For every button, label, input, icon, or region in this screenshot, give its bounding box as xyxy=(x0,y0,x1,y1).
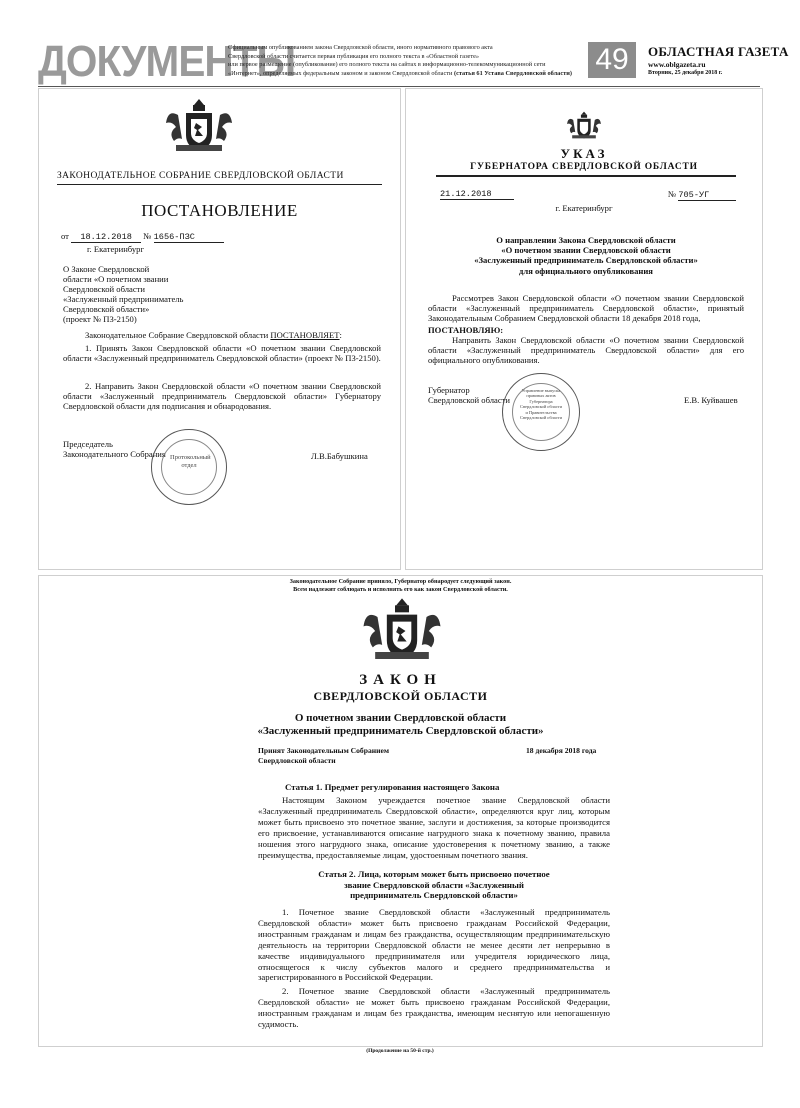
note-line: «Интернет», определяемых федеральным законом и законом Свердловской области (статья 61 Устава Свердловской области) xyxy=(228,69,572,77)
law-document xyxy=(38,575,763,1047)
city: г. Екатеринбург xyxy=(87,244,144,254)
decree-number-row: № 705-УГ xyxy=(668,189,736,201)
decree-document xyxy=(405,88,763,570)
chair-title: Председатель Законодательного Собрания xyxy=(63,439,166,460)
resolution-document xyxy=(38,88,401,570)
publication-note xyxy=(228,44,584,78)
article-2-paragraph-2: 2. Почетное звание Свердловской области «Заслуженный предприниматель Свердловской области» не может быть присвоено гражданам Российской Федерации, иностранным гражданам и лицам без гражданства, имеющим неснятую или непогашенную судимость. xyxy=(258,986,610,1029)
decree-number: 705-УГ xyxy=(678,190,736,201)
resolution-number: 1656-ПЗС xyxy=(154,232,224,243)
law-intro: Законодательное Собрание приняло, Губернатор обнародует следующий закон. Всем надлежит соблюдать и исполнять его как закон Свердловской области. xyxy=(289,578,512,593)
coat-of-arms-icon xyxy=(164,97,234,157)
continuation-note: (Продолжение на 50-й стр.) xyxy=(366,1048,434,1054)
resolution-date: 18.12.2018 xyxy=(71,232,141,243)
subject-block: О Законе Свердловской области «О почетном звании Свердловской области «Заслуженный предприниматель Свердловской области» (проект № ПЗ-2150) xyxy=(63,264,184,324)
issue-date: Вторник, 25 декабря 2018 г. xyxy=(648,70,723,76)
document-date-row: от 18.12.2018 № 1656-ПЗС xyxy=(61,231,224,243)
newspaper-name: ОБЛАСТНАЯ ГАЗЕТА xyxy=(648,44,789,59)
chair-name: Л.В.Бабушкина xyxy=(311,451,368,461)
stamp-text: Управление выпуска правовых актов Губернатора Свердловской области и Правительства Свердловской области xyxy=(520,388,562,421)
article-1-text: Настоящим Законом учреждается почетное звание Свердловской области «Заслуженный предприниматель Свердловской области», определяются круг лиц, которым может быть присвоено это почетное звание, заслуги и достижения, за которые производится его присвоение, устанавливаются описание нагрудного знака к почетному званию, правила ношения этого нагрудного знака, описание удостоверения к почетному званию, а также преимущества, предоставляемые лицам, удостоенным почетного звания. xyxy=(258,795,610,860)
signer-title: Губернатор Свердловской области xyxy=(428,385,511,406)
assembly-name: ЗАКОНОДАТЕЛЬНОЕ СОБРАНИЕ СВЕРДЛОВСКОЙ ОБЛАСТИ xyxy=(57,171,344,181)
document-title: ПОСТАНОВЛЕНИЕ xyxy=(141,201,298,220)
article-2-title: Статья 2. Лица, которым может быть присвоено почетное звание Свердловской области «Заслуженный предприниматель Свердловской области» xyxy=(318,869,550,900)
law-region: СВЕРДЛОВСКОЙ ОБЛАСТИ xyxy=(313,689,488,703)
page-number: 49 xyxy=(588,42,636,78)
header-divider xyxy=(38,86,760,87)
city: г. Екатеринбург xyxy=(555,203,613,213)
note-line: Свердловской области считается первая публикация его полного текста в «Областной газете» xyxy=(228,52,480,60)
law-title: ЗАКОН xyxy=(359,672,442,688)
decree-word: ПОСТАНОВЛЯЮ: xyxy=(428,325,504,335)
resolution-item-2: 2. Направить Закон Свердловской области «О почетном звании Свердловской области «Заслуженный предприниматель Свердловской области» Губернатору Свердловской области для подписания и обнародования. xyxy=(63,381,381,412)
signer-name: Е.В. Куйвашев xyxy=(684,395,738,405)
note-line: Официальным опубликованием закона Свердловской области, иного нормативного правового акта xyxy=(228,44,493,51)
adopted-date: 18 декабря 2018 года xyxy=(526,746,597,755)
law-subtitle: О почетном звании Свердловской области «Заслуженный предприниматель Свердловской области» xyxy=(257,712,544,737)
stamp-text: Протокольный отдел xyxy=(170,454,211,469)
note-line: или первое размещение (опубликование) его полного текста на сайтах в информационно-телекоммуникационной сети xyxy=(228,61,546,69)
resolution-item-1: 1. Принять Закон Свердловской области «О почетном звании Свердловской области «Заслуженный предприниматель Свердловской области» (проект № ПЗ-2150). xyxy=(63,343,381,364)
decree-subtitle: ГУБЕРНАТОРА СВЕРДЛОВСКОЙ ОБЛАСТИ xyxy=(470,162,698,172)
coat-of-arms-icon xyxy=(566,109,602,143)
decree-body: Рассмотрев Закон Свердловской области «О почетном звании Свердловской области «Заслуженный предприниматель Свердловской области», принятый Законодательным Собранием Свердловской области 18 декабря 2018 года, xyxy=(428,293,744,324)
website-link[interactable]: www.oblgazeta.ru xyxy=(648,60,706,69)
decree-heading: О направлении Закона Свердловской области «О почетном звании Свердловской области «Заслуженный предприниматель Свердловской области» для официального опубликования xyxy=(474,235,698,276)
decree-order: Направить Закон Свердловской области «О почетном звании Свердловской области «Заслуженный предприниматель Свердловской области» для его официального опубликования. xyxy=(428,335,744,366)
coat-of-arms-icon xyxy=(361,596,443,666)
preamble: Законодательное Собрание Свердловской области ПОСТАНОВЛЯЕТ: xyxy=(85,330,342,340)
registration-stamp xyxy=(502,373,580,451)
article-1-title: Статья 1. Предмет регулирования настоящего Закона xyxy=(285,782,500,792)
decree-title: УКАЗ xyxy=(560,146,608,161)
article-2-paragraph-1: 1. Почетное звание Свердловской области «Заслуженный предприниматель Свердловской области» может быть присвоено гражданам Российской Федерации, иностранным гражданам и лицам без гражданства, осуществляющим предпринимательскую деятельность на территории Свердловской области не менее десяти лет непрерывно в качестве индивидуального предпринимателя или учредителя юридического лица, относящегося к числу субъектов малого и среднего предпринимательства и зарегистрированного в Российской Федерации. xyxy=(258,907,610,983)
adopted-by: Принят Законодательным Собранием Свердловской области xyxy=(258,746,390,765)
protocol-stamp xyxy=(151,429,227,505)
decree-date: 21.12.2018 xyxy=(440,189,514,200)
note-statute: (статья 61 Устава Свердловской области) xyxy=(453,69,572,77)
section-title: ДОКУМЕНТЫ xyxy=(38,37,296,86)
